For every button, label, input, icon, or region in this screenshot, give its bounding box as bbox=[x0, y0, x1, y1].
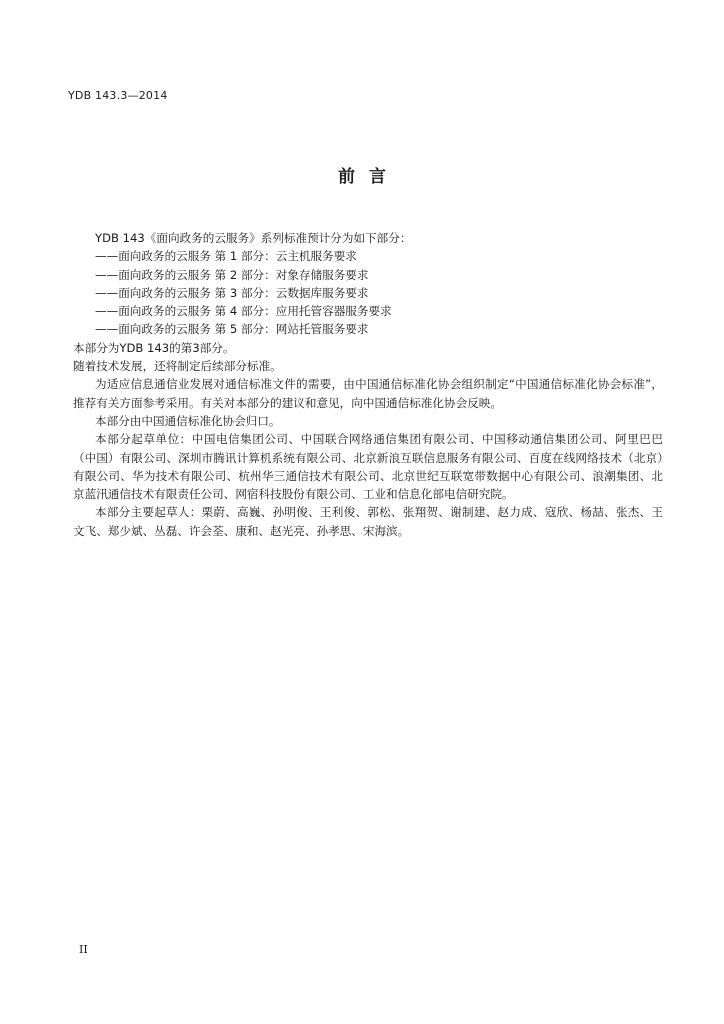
part-item: ——面向政务的云服务 第 4 部分：应用托管容器服务要求 bbox=[95, 304, 392, 319]
follow-up-statement: 随着技术发展，还将制定后续部分标准。 bbox=[73, 359, 282, 374]
drafting-units-paragraph: 本部分起草单位：中国电信集团公司、中国联合网络通信集团有限公司、中国移动通信集团公司、阿里巴巴（中国）有限公司、深圳市腾讯计算机系统有限公司、北京新浪互联信息服务有限公司、百度在线网络技术（北京）有限公司、华为技术有限公司、杭州华三通信技术有限公司、北京世纪互联宽带数据中心有限公司、浪潮集团、北京蓝汛通信技术有限责任公司、网宿科技股份有限公司、工业和信息化部电信研究院。 bbox=[73, 432, 663, 502]
purpose-paragraph: 为适应信息通信业发展对通信标准文件的需要，由中国通信标准化协会组织制定“中国通信标准化协会标准”，推荐有关方面参考采用。有关对本部分的建议和意见，向中国通信标准化协会反映。 bbox=[73, 377, 663, 410]
administered-paragraph: 本部分由中国通信标准化协会归口。 bbox=[95, 413, 281, 428]
part-item: ——面向政务的云服务 第 5 部分：网站托管服务要求 bbox=[95, 322, 369, 337]
drafters-paragraph: 本部分主要起草人：栗蔚、高巍、孙明俊、王利俊、郭松、张翔贺、谢制建、赵力成、寇欣、杨喆、张杰、王文飞、郑少斌、丛磊、许会荃、康和、赵光亮、孙孝思、宋海滨。 bbox=[73, 505, 663, 538]
document-id: YDB 143.3—2014 bbox=[68, 89, 168, 102]
page-title: 前言 bbox=[338, 167, 400, 187]
page-number: II bbox=[79, 943, 88, 956]
this-part-statement: 本部分为YDB 143的第3部分。 bbox=[73, 340, 235, 355]
part-item: ——面向政务的云服务 第 3 部分：云数据库服务要求 bbox=[95, 285, 369, 300]
foreword-body bbox=[73, 229, 663, 540]
series-intro: YDB 143《面向政务的云服务》系列标准预计分为如下部分： bbox=[95, 231, 412, 245]
part-item: ——面向政务的云服务 第 1 部分：云主机服务要求 bbox=[95, 249, 357, 264]
part-item: ——面向政务的云服务 第 2 部分：对象存储服务要求 bbox=[95, 267, 369, 282]
